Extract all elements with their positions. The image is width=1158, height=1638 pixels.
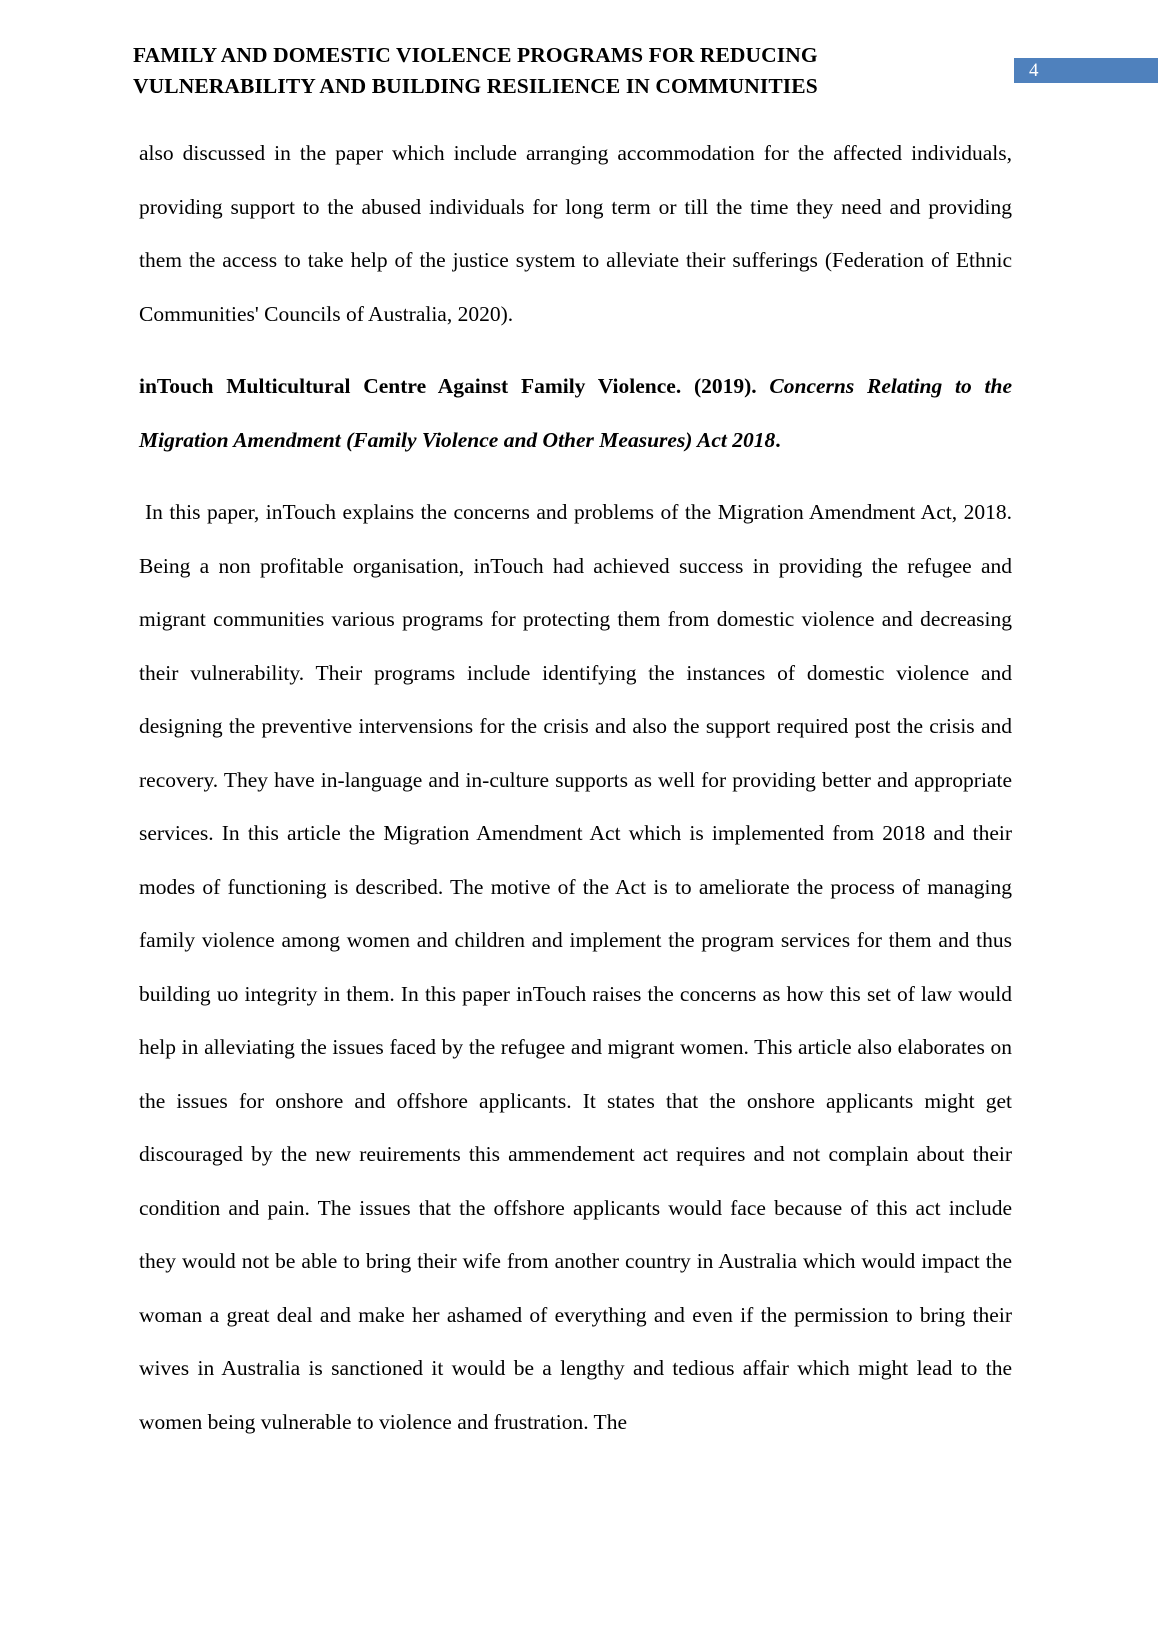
- paragraph-continuation: also discussed in the paper which include arranging accommodation for the affected individuals, providing support to the abused individuals for long term or till the time they need and providing them the access to take help of the justice system to alleviate their sufferings (Federation of Ethnic Communities' Councils of Australia, 2020).: [139, 141, 1012, 326]
- header-title-line-2: VULNERABILITY AND BUILDING RESILIENCE IN COMMUNITIES: [133, 74, 818, 98]
- page-number-badge: [1014, 58, 1158, 83]
- reference-title: Concerns Relating to the Migration Amendment (Family Violence and Other Measures) Act 2018: [139, 374, 1012, 452]
- annotation-paragraph: [139, 486, 1012, 1449]
- reference-author-year: inTouch Multicultural Centre Against Family Violence. (2019).: [139, 374, 770, 398]
- document-body: [139, 127, 1012, 1449]
- reference-end-period: .: [775, 427, 781, 452]
- running-header: [133, 40, 893, 102]
- reference-entry: [139, 360, 1012, 467]
- page-number: 4: [1029, 60, 1039, 81]
- annotation-text: In this paper, inTouch explains the concerns and problems of the Migration Amendment Act, 2018. Being a non profitable organisation, inTouch had achieved success in providing the refugee and migrant communities various programs for protecting them from domestic violence and decreasing their vulnerability. Their programs include identifying the instances of domestic violence and designing the preventive intervensions for the crisis and also the support required post the crisis and recovery. They have in-language and in-culture supports as well for providing better and appropriate services. In this article the Migration Amendment Act which is implemented from 2018 and their modes of functioning is described. The motive of the Act is to ameliorate the process of managing family violence among women and children and implement the program services for them and thus building uo integrity in them. In this paper inTouch raises the concerns as how this set of law would help in alleviating the issues faced by the refugee and migrant women. This article also elaborates on the issues for onshore and offshore applicants. It states that the onshore applicants might get discouraged by the new reuirements this ammendement act requires and not complain about their condition and pain. The issues that the offshore applicants would face because of this act include they would not be able to bring their wife from another country in Australia which would impact the woman a great deal and make her ashamed of everything and even if the permission to bring their wives in Australia is sanctioned it would be a lengthy and tedious affair which might lead to the women being vulnerable to violence and frustration. The: [139, 500, 1012, 1434]
- header-title-line-1: FAMILY AND DOMESTIC VIOLENCE PROGRAMS FOR REDUCING: [133, 43, 818, 67]
